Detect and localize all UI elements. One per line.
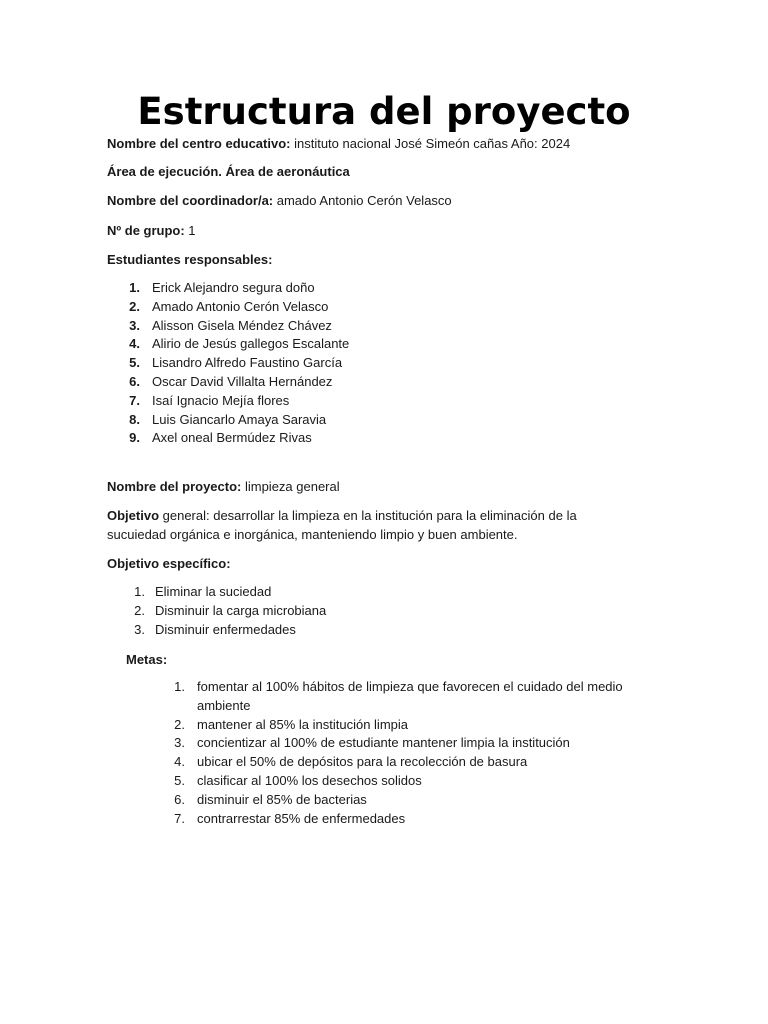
list-number: 1.: [134, 584, 145, 599]
objetivo-general-paragraph: [107, 506, 637, 544]
grupo-value: 1: [184, 223, 196, 238]
objetivos-list: [134, 583, 605, 639]
list-number: 4.: [174, 754, 185, 770]
list-item-text: Amado Antonio Cerón Velasco: [152, 298, 329, 314]
coordinador-label: Nombre del coordinador/a:: [107, 193, 274, 208]
estudiantes-heading: [107, 250, 647, 269]
list-number: 6.: [129, 373, 140, 389]
list-item-text: Axel oneal Bermúdez Rivas: [152, 430, 312, 446]
anio-label: Año:: [510, 136, 538, 151]
metas-list: [174, 678, 627, 828]
list-item: [174, 734, 627, 753]
list-item-text: clasificar al 100% los desechos solidos: [197, 772, 422, 788]
list-item: [174, 678, 627, 716]
list-item-text: Luis Giancarlo Amaya Saravia: [152, 411, 327, 427]
objetivo-especifico-heading: [107, 554, 647, 573]
area-label: Área de ejecución. Área de aeronáutica: [107, 164, 350, 179]
centro-value: instituto nacional José Simeón cañas: [290, 136, 511, 151]
centro-educativo-line: [107, 134, 647, 153]
list-item-text: ubicar el 50% de depósitos para la recolección de basura: [197, 754, 528, 770]
list-item: [129, 279, 602, 298]
grupo-label: Nº de grupo:: [107, 223, 185, 238]
list-item: [134, 602, 605, 621]
list-number: 2.: [174, 716, 185, 732]
list-item: [174, 810, 627, 829]
list-number: 2.: [129, 298, 140, 314]
list-item-text: Alisson Gisela Méndez Chávez: [152, 317, 332, 333]
list-number: 1.: [174, 679, 185, 694]
list-number: 3.: [174, 735, 185, 751]
list-item: [129, 373, 602, 392]
list-item: [129, 317, 602, 336]
list-item: [129, 429, 602, 448]
proyecto-value: limpieza general: [241, 479, 340, 494]
list-item: [174, 791, 627, 810]
list-number: 7.: [174, 810, 185, 826]
objetivo-especifico-label: Objetivo específico:: [107, 556, 231, 571]
list-item: [129, 411, 602, 430]
list-number: 3.: [129, 317, 140, 333]
list-number: 4.: [129, 336, 140, 352]
list-item-text: Eliminar la suciedad: [155, 584, 272, 599]
proyecto-line: [107, 477, 647, 496]
list-number: 2.: [134, 602, 145, 618]
list-item-text: mantener al 85% la institución limpia: [197, 716, 408, 732]
objetivo-general-value: general: desarrollar la limpieza en la institución para la eliminación de la sucuiedad orgánica e inorgánica, manteniendo limpio y buen ambiente.: [107, 508, 577, 542]
list-item: [129, 392, 602, 411]
list-number: 7.: [129, 392, 140, 408]
list-item: [174, 772, 627, 791]
list-number: 1.: [129, 280, 140, 295]
list-item-text: contrarrestar 85% de enfermedades: [197, 810, 406, 826]
list-item-text: concientizar al 100% de estudiante mantener limpia la institución: [197, 735, 570, 751]
list-item: [174, 753, 627, 772]
metas-label: Metas:: [126, 652, 168, 667]
coordinador-value: amado Antonio Cerón Velasco: [273, 193, 452, 208]
metas-heading: [126, 650, 666, 669]
list-item-text: Lisandro Alfredo Faustino García: [152, 355, 343, 371]
list-item-text: fomentar al 100% hábitos de limpieza que favorecen el cuidado del medio ambiente: [197, 679, 623, 713]
list-item: [129, 354, 602, 373]
list-item: [174, 716, 627, 735]
list-item: [129, 335, 602, 354]
list-item: [129, 298, 602, 317]
proyecto-label: Nombre del proyecto:: [107, 479, 242, 494]
list-item: [134, 621, 605, 640]
list-number: 6.: [174, 791, 185, 807]
centro-label: Nombre del centro educativo:: [107, 136, 291, 151]
list-number: 9.: [129, 430, 140, 446]
anio-value: 2024: [537, 136, 571, 151]
list-number: 8.: [129, 411, 140, 427]
list-number: 5.: [174, 772, 185, 788]
list-item-text: Oscar David Villalta Hernández: [152, 373, 333, 389]
list-item-text: Alirio de Jesús gallegos Escalante: [152, 336, 350, 352]
list-number: 5.: [129, 355, 140, 371]
area-line: [107, 162, 647, 181]
list-item-text: Erick Alejandro segura doño: [152, 280, 315, 295]
grupo-line: [107, 221, 647, 240]
list-item: [134, 583, 605, 602]
students-list: [129, 279, 602, 448]
list-item-text: disminuir el 85% de bacterias: [197, 791, 367, 807]
list-item-text: Isaí Ignacio Mejía flores: [152, 392, 290, 408]
page-title: Estructura del proyecto: [137, 90, 631, 133]
list-item-text: Disminuir la carga microbiana: [155, 602, 327, 618]
list-item-text: Disminuir enfermedades: [155, 621, 296, 637]
coordinador-line: [107, 191, 647, 210]
list-number: 3.: [134, 621, 145, 637]
estudiantes-label: Estudiantes responsables:: [107, 252, 273, 267]
objetivo-general-label: Objetivo: [107, 508, 160, 523]
